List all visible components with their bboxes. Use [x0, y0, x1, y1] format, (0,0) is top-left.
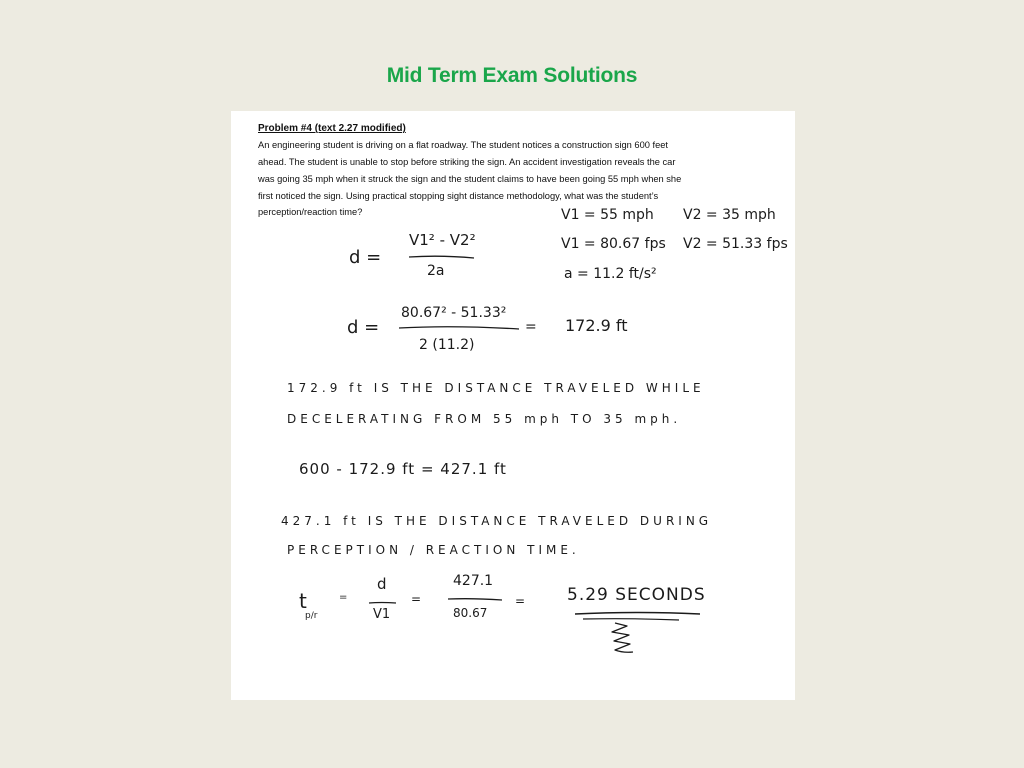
substitution-denominator: 2 (11.2): [419, 337, 475, 353]
note2-line1: 427.1 ft IS THE DISTANCE TRAVELED DURING: [281, 514, 713, 528]
final-t-subscript: p/r: [305, 611, 318, 621]
given-v1-fps: V1 = 80.67 fps: [561, 236, 666, 252]
final-equals-2: =: [411, 592, 422, 606]
slide-title: Mid Term Exam Solutions: [386, 64, 638, 87]
problem-text-line-2: ahead. The student is unable to stop before striking the sign. An accident investigation reveals the car: [258, 157, 676, 167]
final-equals-1: =: [339, 592, 348, 603]
formula-lhs: d =: [349, 247, 382, 268]
problem-text-line-1: An engineering student is driving on a flat roadway. The student notices a construction sign 600 feet: [258, 140, 669, 150]
note1-line1: 172.9 ft IS THE DISTANCE TRAVELED WHILE: [287, 381, 705, 395]
formula-fraction-bar: [409, 256, 474, 258]
problem-text-line-4: first noticed the sign. Using practical stopping sight distance methodology, what was the student’s: [258, 191, 659, 201]
given-deceleration: a = 11.2 ft/s²: [564, 266, 657, 282]
final-value-denominator: 80.67: [453, 606, 488, 620]
problem-text-line-5: perception/reaction time?: [258, 207, 363, 217]
substitution-lhs: d =: [347, 317, 380, 338]
final-d-numerator: d: [377, 575, 387, 593]
note2-line2: PERCEPTION / REACTION TIME.: [287, 543, 580, 557]
final-value-fraction-bar: [448, 599, 502, 600]
final-answer: 5.29 SECONDS: [567, 585, 706, 605]
problem-text-line-3: was going 35 mph when it struck the sign and the student claims to have been going 55 mph when she: [258, 174, 682, 184]
formula-denominator: 2a: [427, 263, 445, 279]
answer-squiggle-mark: [612, 623, 633, 652]
given-v1-mph: V1 = 55 mph: [561, 207, 654, 223]
given-v2-mph: V2 = 35 mph: [683, 207, 776, 223]
problem-heading: Problem #4 (text 2.27 modified): [258, 123, 406, 134]
substitution-numerator: 80.67² - 51.33²: [401, 305, 507, 321]
remaining-distance: 600 - 172.9 ft = 427.1 ft: [299, 460, 507, 478]
given-v2-fps: V2 = 51.33 fps: [683, 236, 788, 252]
substitution-fraction-bar: [399, 327, 519, 329]
final-v1-denominator: V1: [373, 607, 391, 622]
final-t-label: t: [299, 589, 307, 613]
formula-numerator: V1² - V2²: [409, 231, 476, 249]
note1-line2: DECELERATING FROM 55 mph TO 35 mph.: [287, 412, 682, 426]
answer-underline-2: [583, 619, 679, 620]
substitution-result: 172.9 ft: [565, 316, 628, 335]
final-value-numerator: 427.1: [453, 573, 494, 589]
solution-page: [231, 111, 795, 700]
final-equals-3: =: [515, 594, 526, 608]
answer-underline: [575, 613, 700, 615]
final-d-fraction-bar: [369, 603, 396, 604]
substitution-equals: =: [525, 319, 537, 335]
